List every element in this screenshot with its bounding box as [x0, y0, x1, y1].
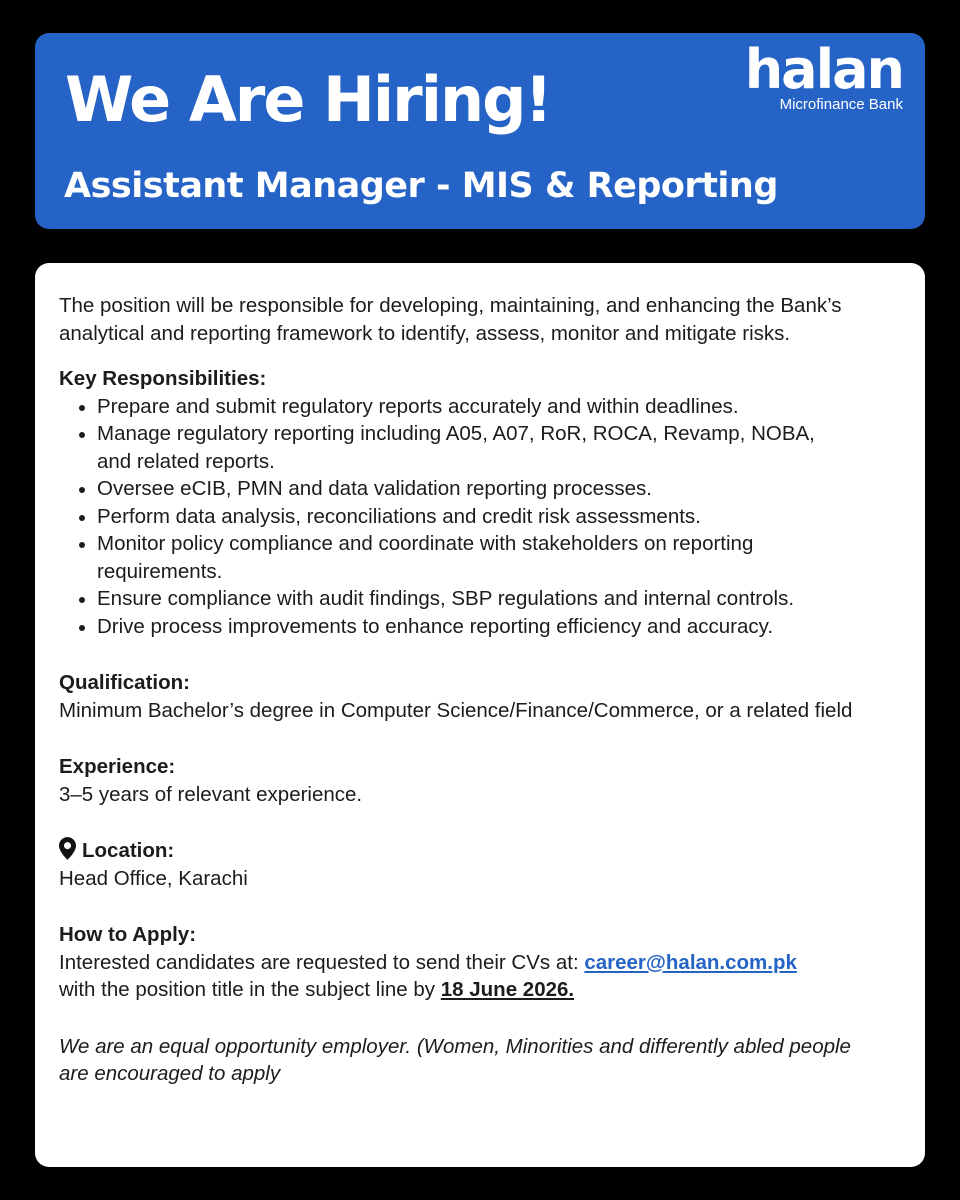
- headline: We Are Hiring!: [65, 63, 551, 136]
- equal-opportunity-statement: We are an equal opportunity employer. (Women, Minorities and differently abled people are encouraged to apply: [59, 1034, 851, 1085]
- apply-heading: How to Apply:: [59, 923, 197, 946]
- responsibilities-list: [59, 393, 905, 641]
- qualification-heading: Qualification:: [59, 671, 190, 694]
- location-heading: Location:: [82, 839, 175, 862]
- list-item: • Ensure compliance with audit findings, SBP regulations and internal controls.: [97, 585, 905, 613]
- logo-wordmark: halan: [744, 38, 903, 101]
- experience-text: 3–5 years of relevant experience.: [59, 782, 363, 806]
- location-heading-row: [59, 837, 905, 865]
- list-item: • Perform data analysis, reconciliations and credit risk assessments.: [97, 503, 905, 531]
- qualification-text: Minimum Bachelor’s degree in Computer Science/Finance/Commerce, or a related field: [59, 698, 853, 722]
- experience-heading: Experience:: [59, 755, 176, 778]
- list-item: • Drive process improvements to enhance reporting efficiency and accuracy.: [97, 613, 905, 641]
- apply-text-subject: with the position title in the subject line by: [59, 978, 441, 1001]
- job-description-card: [35, 263, 925, 1167]
- list-item: • Manage regulatory reporting including A05, A07, RoR, ROCA, Revamp, NOBA, and related reports.: [97, 420, 837, 475]
- halan-logo: [743, 38, 903, 113]
- application-deadline: 18 June 2026.: [440, 978, 575, 1001]
- location-text: Head Office, Karachi: [59, 866, 248, 890]
- list-item: • Monitor policy compliance and coordinate with stakeholders on reporting requirements.: [97, 530, 867, 585]
- hiring-header-banner: [35, 33, 925, 229]
- responsibilities-heading: Key Responsibilities:: [59, 367, 267, 390]
- logo-tagline: Microfinance Bank: [779, 96, 903, 113]
- intro-paragraph: The position will be responsible for developing, maintaining, and enhancing the Bank’s analytical and reporting framework to identify, assess, monitor and mitigate risks.: [59, 294, 842, 345]
- apply-text-lead: Interested candidates are requested to send their CVs at:: [59, 950, 585, 974]
- apply-text: [59, 949, 905, 1004]
- career-email-link[interactable]: career@halan.com.pk: [584, 950, 797, 974]
- map-pin-icon: [59, 837, 76, 860]
- position-title: Assistant Manager - MIS & Reporting: [64, 166, 778, 206]
- list-item: • Oversee eCIB, PMN and data validation reporting processes.: [97, 475, 905, 503]
- list-item: • Prepare and submit regulatory reports accurately and within deadlines.: [97, 393, 905, 421]
